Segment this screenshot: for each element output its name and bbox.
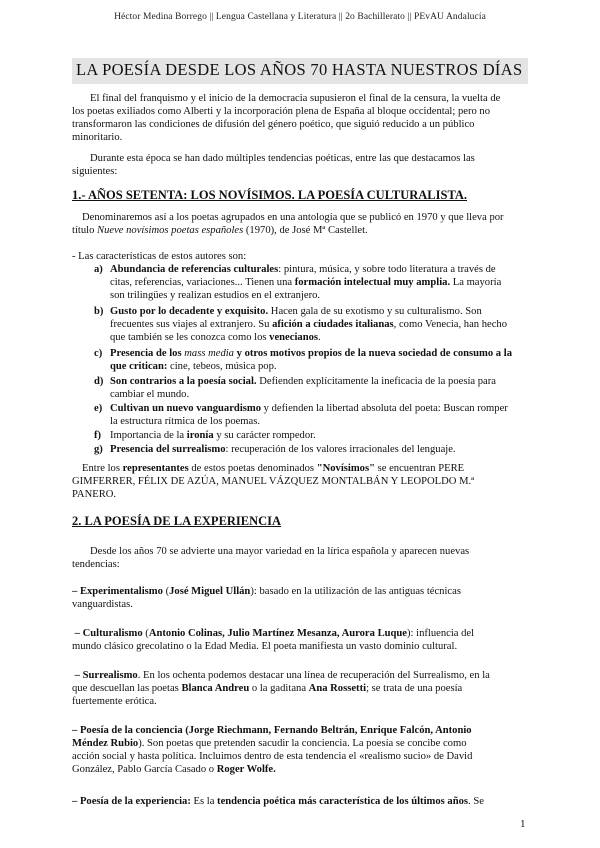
list-marker: b) (94, 306, 104, 317)
text-line: El final del franquismo y el inicio de la democracia supusieron el final de la censura, la vuelta de (90, 93, 501, 104)
characteristics-intro (72, 250, 532, 263)
conciencia-paragraph: – Poesía de la conciencia (Jorge Riechmann, Fernando Beltrán, Enrique Falcón, Antonio Méndez Rubio). Son poetas que pretenden sacudir la conciencia. La poesía se concibe como acción social y hasta política. Incluimos dentro de esta tendencia el «realismo sucio» de David González, Pablo García Casado o Roger Wolfe. (72, 725, 473, 775)
section-2-intro: Desde los años 70 se advierte una mayor variedad en la lírica española y aparecen nuevas tendencias: (72, 546, 470, 570)
list-marker: c) (94, 348, 103, 359)
culturalismo-paragraph: – Culturalismo (Antonio Colinas, Julio Martínez Mesanza, Aurora Luque): influencia del mundo clásico grecolatino o la Edad Media. El poeta manifiesta un vasto dominio cultural. (72, 628, 475, 652)
intro-paragraph-2 (72, 152, 532, 178)
list-marker: f) (94, 430, 102, 441)
text-line: siguientes: (72, 166, 118, 177)
list-marker: d) (94, 376, 104, 387)
representatives-paragraph: Entre los representantes de estos poetas denominados "Novísimos" se encuentran PERE GIMFERRER, FÉLIX DE AZÚA, MANUEL VÁZQUEZ MONTALBÁN Y LEOPOLDO M.ª PANERO. (72, 463, 475, 500)
document-page: Héctor Medina Borrego || Lengua Castellana y Literatura || 2o Bachillerato || PEvAU Andalucía LA POESÍA DESDE LOS AÑOS 70 HASTA NUESTROS DÍAS El final del franquismo y el inicio de la democracia supusieron el final de la censura, la vuelta de los poetas exiliados como Alberti y la incorporación plena de España al bloque occidental; pero no transformaron las condiciones de difusión del género poético, que siguió reducido a un público minoritario. Durante esta época se han dado múltiples tendencias poéticas, entre las que destacamos las siguientes: 1.- AÑOS SETENTA: LOS NOVÍSIMOS. LA POESÍA CULTURALISTA. Denominaremos así a los poetas agrupados en una antología que se publicó en 1970 y que lleva por título Nueve novísimos poetas españoles (1970), de José Mª Castellet. - Las características de estos autores son: a) Abundancia de referencias culturales: pintura, música, y sobre todo literatura a través de citas, referencias, variaciones... Tienen una formación intelectual muy amplia. La mayoría son trilingües y realizan estudios en el extranjero. b) Gusto por lo decadente y exquisito. Hacen gala de su exotismo y su culturalismo. Son frecuentes sus viajes al extranjero. Su afición a ciudades italianas, como Venecia, han hecho que también se les conozca como los venecianos. c) Presencia de los mass media y otros motivos propios de la nueva sociedad de consumo a la que critican: cine, tebeos, música pop. d) Son contrarios a la poesía social. Defienden explícitamente la ineficacia de la poesía para cambiar el mundo. e) Cultivan un nuevo vanguardismo y defienden la libertad absoluta del poeta: Buscan romper la estructura rítmica de los poemas. f) Importancia de la ironía y su carácter rompedor. g) Presencia del surrealismo: recuperación de los valores irracionales del lenguaje. Entre los representantes de estos poetas denominados "Novísimos" se encuentran PERE GIMFERRER, FÉLIX DE AZÚA, MANUEL VÁZQUEZ MONTALBÁN Y LEOPOLDO M.ª PANERO. 2. LA POESÍA DE LA EXPERIENCIA Desde los años 70 se advierte una mayor variedad en la lírica española y aparecen nuevas tendencias: – Experimentalismo (José Miguel Ullán): basado en la utilización de las antiguas técnicas vanguardistas. – Culturalismo (Antonio Colinas, Julio Martínez Mesanza, Aurora Luque): influencia del mundo clásico grecolatino o la Edad Media. El poeta manifiesta un vasto dominio cultural. – Surrealismo. En los ochenta podemos destacar una línea de recuperación del Surrealismo, en la que descuellan las poetas Blanca Andreu o la gaditana Ana Rossetti; se trata de una poesía fuertemente erótica. – Poesía de la conciencia (Jorge Riechmann, Fernando Beltrán, Enrique Falcón, Antonio Méndez Rubio). Son poetas que pretenden sacudir la conciencia. La poesía se concibe como acción social y hasta política. Incluimos dentro de esta tendencia el «realismo sucio» de David González, Pablo García Casado o Roger Wolfe. – Poesía de la experiencia: Es la tendencia poética más característica de los últimos años. Se 1 (0, 0, 600, 848)
section-2-heading: 2. LA POESÍA DE LA EXPERIENCIA (72, 514, 282, 528)
experiencia-paragraph: – Poesía de la experiencia: Es la tendencia poética más característica de los últimos años. Se (72, 796, 484, 807)
list-marker: e) (94, 403, 103, 414)
experimentalismo-paragraph: – Experimentalismo (José Miguel Ullán): basado en la utilización de las antiguas técnicas vanguardistas. (72, 586, 461, 610)
intro-paragraph-1 (72, 92, 532, 144)
text-line: título Nueve novísimos poetas españoles (1970), de José Mª Castellet. (72, 225, 368, 236)
document-title: LA POESÍA DESDE LOS AÑOS 70 HASTA NUESTROS DÍAS (76, 60, 523, 79)
text-line: transformaron las condiciones de difusión del género poético, que siguió reducido a un público (72, 119, 475, 130)
list-marker: g) (94, 444, 103, 455)
text-line: Durante esta época se han dado múltiples tendencias poéticas, entre las que destacamos las (90, 153, 475, 164)
page-header: Héctor Medina Borrego || Lengua Castellana y Literatura || 2o Bachillerato || PEvAU Andalucía (114, 12, 486, 22)
page-number: 1 (520, 818, 526, 830)
list-marker: a) (94, 264, 103, 275)
text-line: Denominaremos así a los poetas agrupados en una antología que se publicó en 1970 y que lleva por (82, 212, 504, 223)
text-line: los poetas exiliados como Alberti y la incorporación plena de España al bloque occidental; pero no (72, 106, 491, 117)
section-1-paragraph (72, 211, 532, 237)
surrealismo-paragraph: – Surrealismo. En los ochenta podemos destacar una línea de recuperación del Surrealismo, en la que descuellan las poetas Blanca Andreu o la gaditana Ana Rossetti; se trata de una poesía fuertemente erótica. (72, 670, 490, 707)
text-line: minoritario. (72, 132, 123, 143)
section-1-heading: 1.- AÑOS SETENTA: LOS NOVÍSIMOS. LA POESÍA CULTURALISTA. (72, 188, 468, 202)
text-line: - Las características de estos autores son: (72, 251, 247, 262)
